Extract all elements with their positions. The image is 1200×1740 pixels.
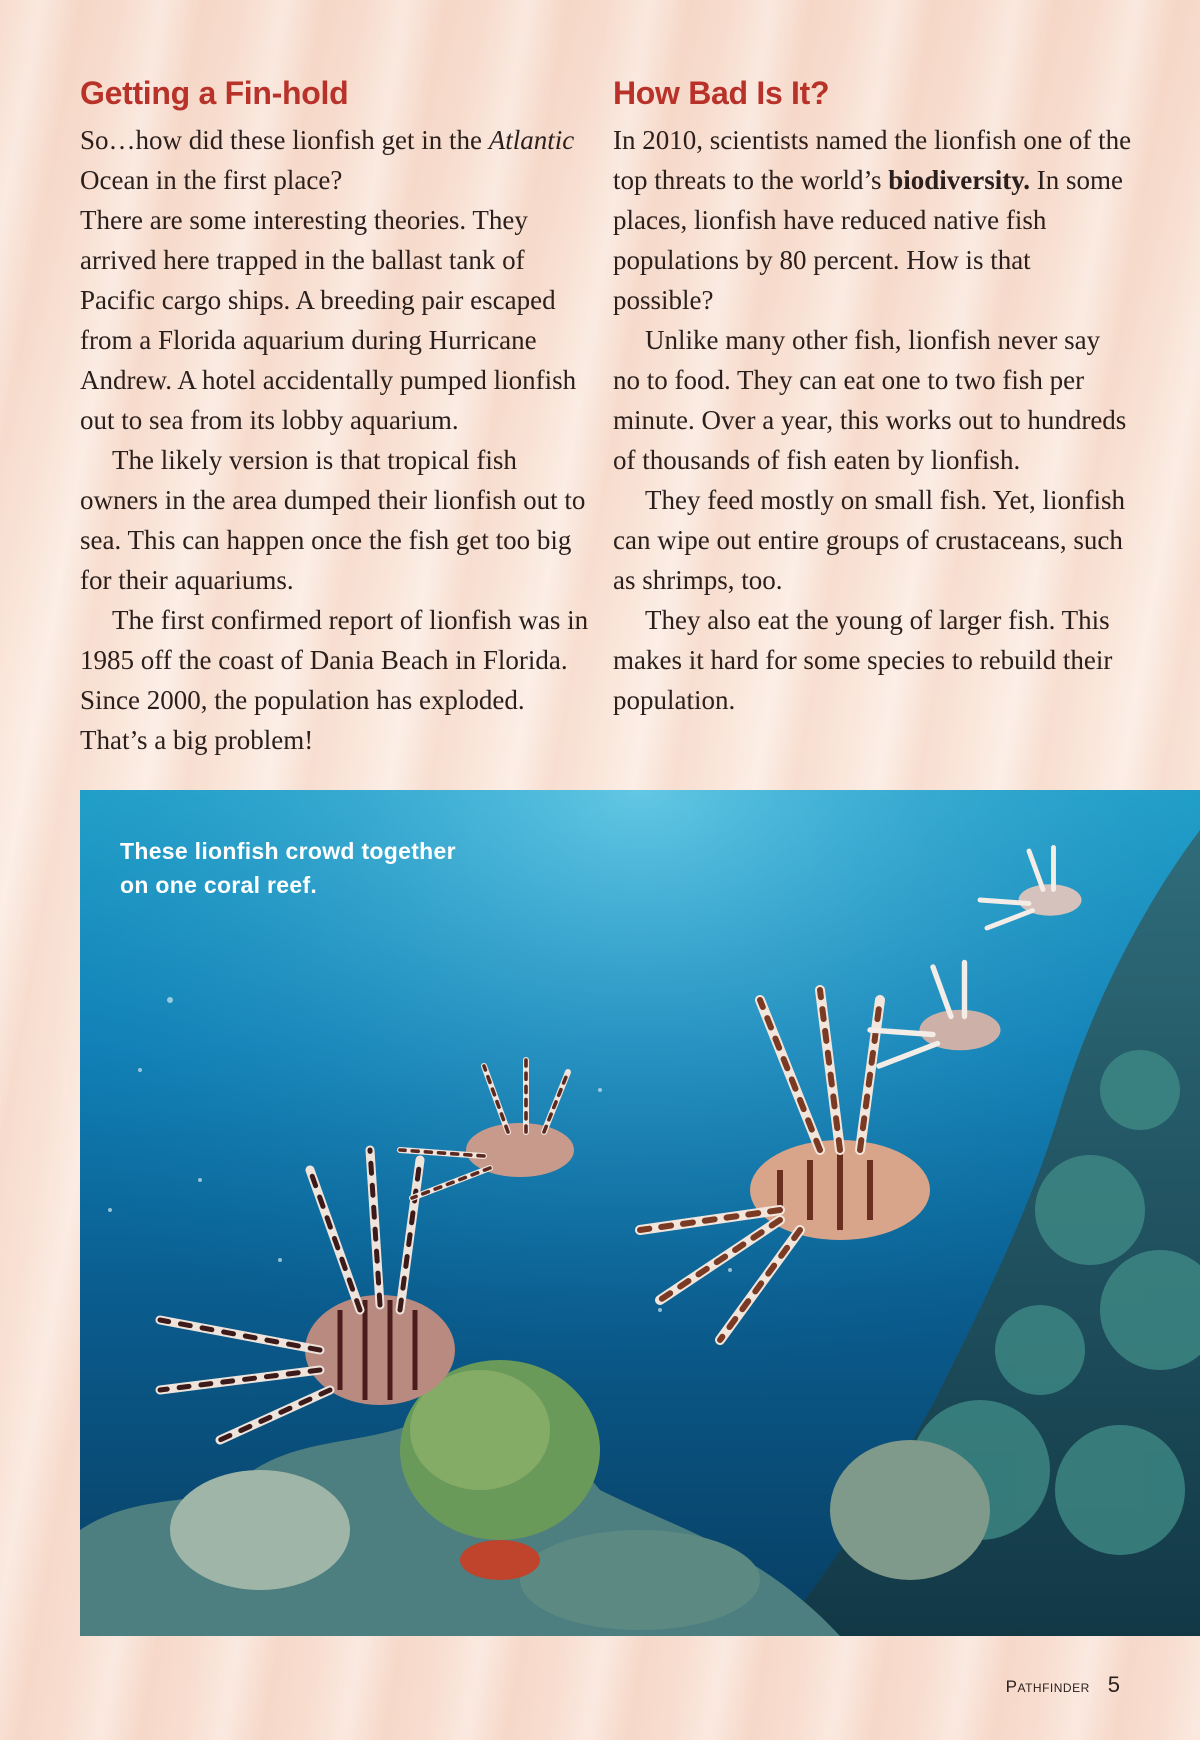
paragraph-1 [80, 120, 590, 200]
caption-line: on one coral reef. [120, 872, 318, 898]
reef-illustration [80, 790, 1200, 1636]
page-number: 5 [1107, 1672, 1120, 1697]
text: In 2010, scientists named the lionfish one of the top threats to the world’s [613, 125, 1132, 195]
paragraph-4: The first confirmed report of lionfish was in 1985 off the coast of Dania Beach in Florida. Since 2000, the population has exploded. That’s a big problem! [80, 605, 589, 755]
paragraph-4: They also eat the young of larger fish. This makes it hard for some species to rebuild their population. [613, 605, 1113, 715]
caption-line: These lionfish crowd together [120, 838, 456, 864]
section-heading-fin-hold: Getting a Fin-hold [80, 75, 349, 111]
left-column [80, 72, 590, 760]
page-footer [1006, 1672, 1120, 1698]
right-column [613, 72, 1133, 720]
paragraph-3: The likely version is that tropical fish owners in the area dumped their lionfish out to sea. This can happen once the fish get too big for their aquariums. [80, 445, 586, 595]
paragraph-2: There are some interesting theories. They arrived here trapped in the ballast tank of Pacific cargo ships. A breeding pair escaped from a Florida aquarium during Hurricane Andrew. A hotel accidentally pumped lionfish out to sea from its lobby aquarium. [80, 205, 577, 435]
magazine-name: Pathfinder [1005, 1677, 1090, 1696]
photo-caption [120, 834, 500, 902]
paragraph-2: Unlike many other fish, lionfish never say no to food. They can eat one to two fish per minute. Over a year, this works out to hundreds of thousands of fish eaten by lionfish. [613, 325, 1127, 475]
italic-term: Atlantic [488, 125, 575, 155]
bold-term: biodiversity. [888, 165, 1030, 195]
text: In some places, lionfish have reduced native fish populations by 80 percent. How is that possible? [613, 165, 1123, 315]
section-heading-how-bad: How Bad Is It? [613, 75, 830, 111]
text: Ocean in the first place? [80, 165, 343, 195]
text: So…how did these lionfish get in the [80, 125, 489, 155]
paragraph-1 [613, 120, 1133, 320]
paragraph-3: They feed mostly on small fish. Yet, lionfish can wipe out entire groups of crustaceans, such as shrimps, too. [613, 485, 1125, 595]
lionfish-reef-photo [80, 790, 1200, 1636]
